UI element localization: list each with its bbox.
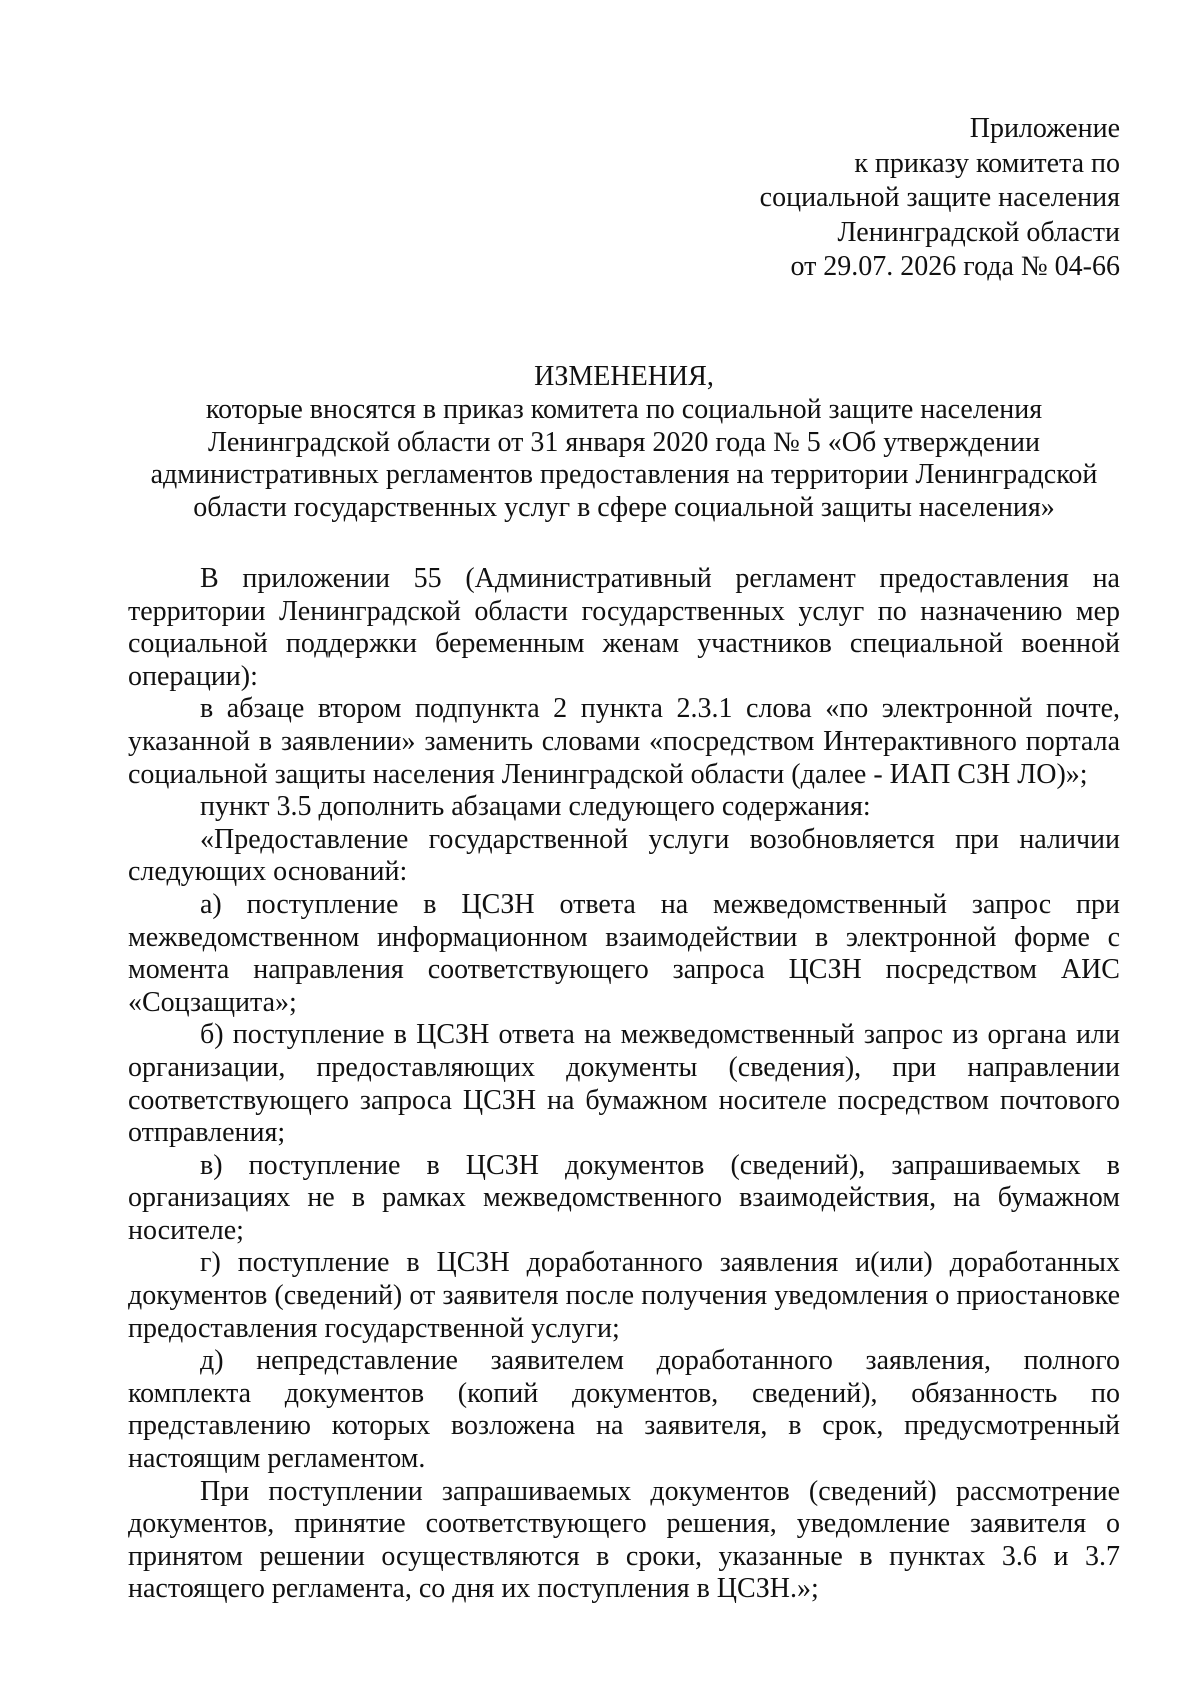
paragraph: При поступлении запрашиваемых документов (сведений) рассмотрение документов, принятие соответствующего решения, уведомление заявителя о принятом решении осуществляются в сроки, указанные в пунктах 3.6 и 3.7 настоящего регламента, со дня их поступления в ЦСЗН.»; (128, 1475, 1120, 1605)
paragraph: в абзаце втором подпункта 2 пункта 2.3.1 слова «по электронной почте, указанной в заявлении» заменить словами «посредством Интерактивного портала социальной защиты населения Ленинградской области (далее - ИАП СЗН ЛО)»; (128, 693, 1120, 790)
list-item: в) поступление в ЦСЗН документов (сведений), запрашиваемых в организациях не в рамках межведомственного взаимодействия, на бумажном носителе; (128, 1149, 1120, 1246)
subtitle-line: области государственных услуг в сфере социальной защиты населения» (193, 491, 1055, 523)
list-item: а) поступление в ЦСЗН ответа на межведомственный запрос при межведомственном информационном взаимодействии в электронной форме с момента направления соответствующего запроса ЦСЗН посредством АИС «Соцзащита»; (128, 888, 1120, 1018)
list-item: д) непредставление заявителем доработанного заявления, полного комплекта документов (копий документов, сведений), обязанность по представлению которых возложена на заявителя, в срок, предусмотренный настоящим регламентом. (128, 1345, 1120, 1475)
appendix-line: от 29.07. 2026 года № 04-66 (790, 251, 1120, 282)
document-title: ИЗМЕНЕНИЯ, (534, 361, 714, 392)
appendix-header (560, 112, 1120, 285)
appendix-line: к приказу комитета по (854, 147, 1120, 179)
paragraph: «Предоставление государственной услуги возобновляется при наличии следующих оснований: (128, 823, 1120, 888)
paragraph: В приложении 55 (Административный регламент предоставления на территории Ленинградской области государственных услуг по назначению мер социальной поддержки беременным женам участников специальной военной операции): (128, 563, 1120, 692)
subtitle-line: административных регламентов предоставления на территории Ленинградской (150, 459, 1098, 490)
document-subtitle (128, 394, 1120, 524)
appendix-line: Приложение (969, 113, 1120, 144)
title-block (128, 362, 1120, 524)
list-item: г) поступление в ЦСЗН доработанного заявления и(или) доработанных документов (сведений) от заявителя после получения уведомления о приостановке предоставления государственной услуги; (128, 1247, 1120, 1344)
list-item: б) поступление в ЦСЗН ответа на межведомственный запрос из органа или организации, предоставляющих документы (сведения), при направлении соответствующего запроса ЦСЗН на бумажном носителе посредством почтового отправления; (128, 1019, 1120, 1149)
paragraph: пункт 3.5 дополнить абзацами следующего содержания: (200, 791, 871, 823)
document-body (128, 563, 1120, 1606)
subtitle-line: которые вносятся в приказ комитета по социальной защите населения (205, 394, 1043, 425)
appendix-line: Ленинградской области (837, 216, 1120, 248)
appendix-line: социальной защите населения (759, 182, 1120, 213)
subtitle-line: Ленинградской области от 31 января 2020 года № 5 «Об утверждении (208, 426, 1040, 458)
